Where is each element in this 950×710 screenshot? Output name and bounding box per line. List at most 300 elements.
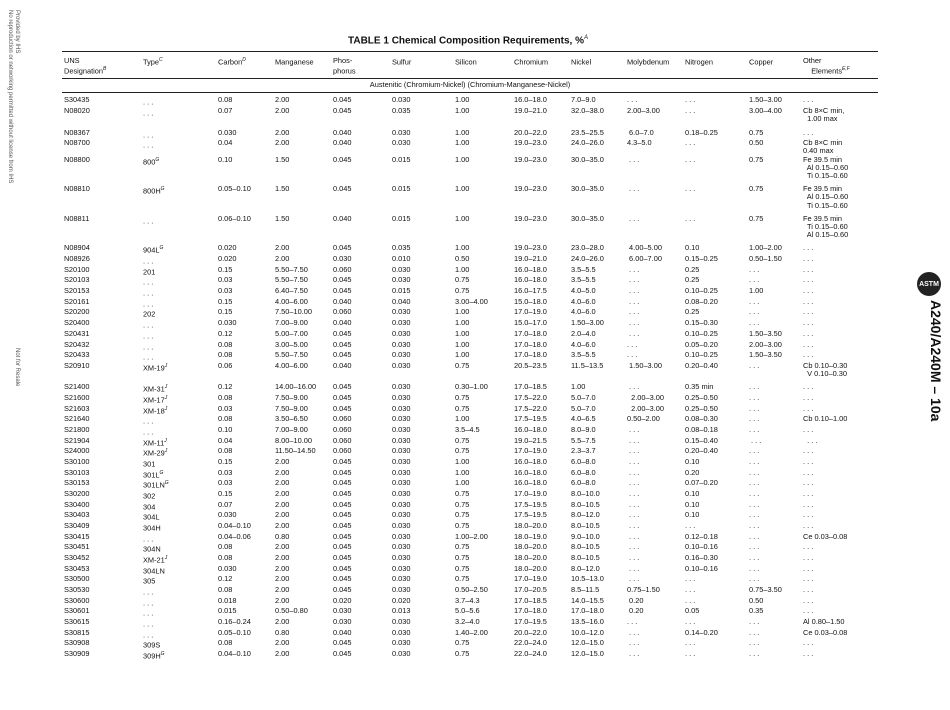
- sulfur-cell-text: 0.030: [392, 95, 411, 105]
- copper-cell-text: 1.50–3.50: [749, 328, 782, 338]
- molybdenum-cell-text: . . .: [627, 456, 640, 466]
- nitrogen-cell-text: 0.05: [685, 606, 700, 616]
- nickel-cell-text: 11.5–13.5: [571, 360, 604, 370]
- sulfur-cell-text: 0.030: [392, 488, 411, 498]
- phosphorus-cell-text: 0.030: [333, 617, 352, 627]
- uns-cell-text: N08367: [64, 127, 90, 137]
- molybdenum-cell-text: . . .: [627, 446, 640, 456]
- silicon-cell-text: 0.75: [455, 563, 470, 573]
- manganese-cell-text: 11.50–14.50: [275, 446, 316, 456]
- phosphorus-cell-text: 0.045: [333, 467, 352, 477]
- uns-cell-text: S30601: [64, 606, 90, 616]
- other-elements-cell-text: . . .: [803, 328, 814, 338]
- molybdenum-cell-text: . . .: [627, 553, 640, 562]
- uns-cell-text: S30615: [64, 617, 90, 627]
- other-elements-cell-text: Cb 0.10–0.30 V 0.10–0.30: [803, 360, 848, 379]
- phosphorus-cell: [331, 107, 390, 123]
- sulfur-cell-text: 0.030: [392, 424, 411, 434]
- nickel-cell: [569, 210, 625, 240]
- column-header: [625, 52, 683, 79]
- uns-cell-text: N08800: [64, 154, 90, 164]
- copper-cell-text: 1.50–3.50: [749, 350, 782, 360]
- manganese-cell-text: 0.80: [275, 627, 290, 637]
- manganese-cell-text: 2.00: [275, 106, 290, 116]
- other-elements-cell-text: . . .: [803, 392, 814, 402]
- type-cell-text: 302: [143, 491, 156, 501]
- type-cell: [141, 341, 216, 352]
- nickel-cell-text: 10.0–12.0: [571, 627, 604, 637]
- carbon-cell-text: 0.030: [218, 127, 237, 137]
- nickel-cell-text: 10.5–13.0: [571, 574, 604, 584]
- nitrogen-cell-text: 0.05–0.20: [685, 339, 718, 349]
- uns-cell: [62, 93, 141, 107]
- other-elements-cell-text: . . .: [803, 595, 814, 605]
- molybdenum-cell-text: . . .: [627, 339, 638, 349]
- phosphorus-cell-text: 0.045: [333, 574, 352, 584]
- carbon-cell: [216, 93, 273, 107]
- type-cell: [141, 479, 216, 490]
- header-row: [62, 52, 878, 79]
- silicon-cell-text: 0.30–1.00: [455, 382, 488, 392]
- phosphorus-cell-text: 0.060: [333, 446, 352, 456]
- molybdenum-cell-text: . . .: [627, 95, 638, 105]
- sulfur-cell-text: 0.015: [392, 184, 411, 194]
- phosphorus-cell-text: 0.045: [333, 553, 352, 562]
- manganese-cell: [273, 139, 331, 155]
- manganese-cell-text: 0.80: [275, 531, 290, 541]
- carbon-cell-text: 0.030: [218, 318, 237, 328]
- molybdenum-cell-text: . . .: [627, 296, 640, 306]
- nitrogen-cell: [683, 93, 747, 107]
- phosphorus-cell-text: 0.040: [333, 318, 352, 328]
- provider-note: Provided by IHS: [14, 10, 20, 54]
- uns-cell-text: S30452: [64, 553, 90, 562]
- carbon-cell-text: 0.15: [218, 456, 233, 466]
- nitrogen-cell-text: 0.10–0.25: [685, 328, 718, 338]
- silicon-cell-text: 3.2–4.0: [455, 617, 480, 627]
- other-elements-cell-text: . . .: [803, 307, 814, 317]
- chromium-cell-text: 20.5–23.5: [514, 360, 547, 370]
- phosphorus-cell: [331, 139, 390, 155]
- copper-cell-text: . . .: [749, 649, 760, 659]
- sulfur-cell-text: 0.015: [392, 154, 411, 164]
- silicon-cell-text: 0.75: [455, 392, 470, 402]
- nickel-cell-text: 30.0–35.0: [571, 213, 604, 223]
- type-cell-text: 304LN: [143, 566, 165, 576]
- nickel-cell-text: 8.0–10.0: [571, 488, 600, 498]
- molybdenum-cell-text: 0.75–1.50: [627, 585, 660, 595]
- sulfur-cell: [390, 180, 453, 210]
- column-header: [569, 52, 625, 79]
- chromium-cell: [512, 210, 569, 240]
- molybdenum-cell-text: . . .: [627, 467, 640, 477]
- type-cell-text: 301LN: [143, 480, 165, 490]
- chromium-cell-text: 18.0–20.0: [514, 553, 547, 562]
- manganese-cell: [273, 107, 331, 123]
- type-cell-text: . . .: [143, 598, 154, 608]
- chromium-cell-text: 20.0–22.0: [514, 627, 547, 637]
- phosphorus-cell: [331, 378, 390, 394]
- manganese-cell: [273, 210, 331, 240]
- silicon-cell-text: 0.75: [455, 649, 470, 659]
- nitrogen-cell-text: 0.08–0.18: [685, 424, 718, 434]
- chromium-cell-text: 22.0–24.0: [514, 638, 547, 648]
- uns-cell-text: S30103: [64, 467, 90, 477]
- uns-cell-text: S20400: [64, 318, 90, 328]
- other-elements-cell: [801, 650, 878, 661]
- column-header: [512, 52, 569, 79]
- carbon-cell-text: 0.08: [218, 414, 233, 424]
- chromium-cell-text: 19.0–21.5: [514, 435, 547, 445]
- resale-note: Not for Resale: [14, 348, 20, 387]
- copper-cell-text: 3.00–4.00: [749, 106, 782, 116]
- chromium-cell: [512, 180, 569, 210]
- uns-cell-text: N08810: [64, 184, 90, 194]
- type-cell-text: . . .: [143, 216, 154, 226]
- type-cell-text: XM-11: [143, 438, 165, 448]
- uns-cell-text: S20100: [64, 264, 90, 274]
- type-cell-text: 201: [143, 267, 156, 277]
- chromium-cell-text: 16.0–18.0: [514, 478, 547, 488]
- nickel-cell-text: 1.00: [571, 382, 586, 392]
- phosphorus-cell-text: 0.045: [333, 106, 352, 116]
- phosphorus-cell-text: 0.045: [333, 382, 352, 392]
- uns-cell: [62, 107, 141, 123]
- chromium-cell: [512, 124, 569, 140]
- manganese-cell-text: 2.00: [275, 488, 290, 498]
- sulfur-cell-text: 0.040: [392, 296, 411, 306]
- column-header-text: Copper: [749, 57, 774, 67]
- chromium-cell-text: 16.0–18.0: [514, 467, 547, 477]
- carbon-cell-text: 0.04–0.10: [218, 520, 251, 530]
- type-cell: [141, 565, 216, 576]
- copper-cell: [747, 362, 801, 378]
- silicon-cell-text: 3.5–4.5: [455, 424, 480, 434]
- table-row: [62, 650, 878, 661]
- table-title-text: TABLE 1 Chemical Composition Requirements, %: [348, 35, 584, 47]
- column-header: [801, 52, 878, 79]
- nitrogen-cell-text: . . .: [685, 184, 696, 194]
- copper-cell-text: . . .: [749, 403, 760, 413]
- type-cell-text: 309S: [143, 640, 161, 650]
- column-header: [390, 52, 453, 79]
- manganese-cell-text: 6.40–7.50: [275, 286, 308, 296]
- manganese-cell: [273, 124, 331, 140]
- phosphorus-cell: [331, 93, 390, 107]
- type-cell: [141, 308, 216, 319]
- uns-cell-text: S30409: [64, 520, 90, 530]
- chromium-cell-text: 17.5–22.0: [514, 392, 547, 402]
- nickel-cell-text: 32.0–38.0: [571, 106, 604, 116]
- chromium-cell: [512, 239, 569, 255]
- type-cell-text: 301L: [143, 470, 160, 480]
- silicon-cell-text: 0.75: [455, 510, 470, 520]
- type-cell-text: . . .: [143, 130, 154, 140]
- silicon-cell-text: 1.00: [455, 106, 470, 116]
- nickel-cell-text: 8.0–12.0: [571, 563, 600, 573]
- copper-cell-text: . . .: [749, 318, 760, 328]
- nickel-cell: [569, 180, 625, 210]
- nickel-cell-text: 3.5–5.5: [571, 275, 596, 285]
- chromium-cell: [512, 650, 569, 661]
- molybdenum-cell: [625, 378, 683, 394]
- other-elements-cell-text: . . .: [803, 243, 814, 253]
- chromium-cell-text: 17.0–18.5: [514, 595, 547, 605]
- type-cell: [141, 93, 216, 107]
- manganese-cell-text: 2.00: [275, 595, 290, 605]
- other-elements-cell-text: . . .: [803, 350, 814, 360]
- sulfur-cell: [390, 93, 453, 107]
- nitrogen-cell-text: 0.10–0.16: [685, 542, 718, 552]
- copper-cell-text: . . .: [749, 542, 760, 552]
- uns-cell-text: S20161: [64, 296, 90, 306]
- column-header: [62, 52, 141, 79]
- sulfur-cell-text: 0.030: [392, 446, 411, 456]
- table-row: [62, 180, 878, 210]
- silicon-cell-text: 0.75: [455, 499, 470, 509]
- nickel-cell-text: 6.0–8.0: [571, 456, 596, 466]
- molybdenum-cell-text: . . .: [627, 627, 640, 637]
- uns-cell-text: S21400: [64, 382, 90, 392]
- manganese-cell-text: 2.00: [275, 456, 290, 466]
- nickel-cell-text: 3.5–5.5: [571, 350, 596, 360]
- phosphorus-cell-text: 0.045: [333, 95, 352, 105]
- nickel-cell: [569, 362, 625, 378]
- molybdenum-cell-text: 6.00–7.00: [627, 254, 662, 264]
- carbon-cell-text: 0.08: [218, 446, 233, 456]
- uns-cell-text: S21800: [64, 424, 90, 434]
- phosphorus-cell-text: 0.045: [333, 184, 352, 194]
- silicon-cell: [453, 107, 512, 123]
- carbon-cell-text: 0.03: [218, 286, 233, 296]
- table-row: [62, 93, 878, 107]
- silicon-cell-text: 1.00: [455, 339, 470, 349]
- uns-cell-text: S30500: [64, 574, 90, 584]
- nickel-cell-text: 12.0–15.0: [571, 649, 604, 659]
- sulfur-cell: [390, 239, 453, 255]
- uns-cell-text: S30400: [64, 499, 90, 509]
- copper-cell-text: . . .: [749, 446, 760, 456]
- table-row: [62, 156, 878, 181]
- silicon-cell: [453, 239, 512, 255]
- sulfur-cell-text: 0.030: [392, 339, 411, 349]
- molybdenum-cell: [625, 210, 683, 240]
- copper-cell-text: . . .: [749, 456, 760, 466]
- nickel-cell: [569, 124, 625, 140]
- sulfur-cell-text: 0.030: [392, 499, 411, 509]
- molybdenum-cell: [625, 124, 683, 140]
- molybdenum-cell-text: 2.00–3.00: [627, 403, 664, 413]
- chromium-cell-text: 19.0–23.0: [514, 184, 547, 194]
- chromium-cell-text: 19.0–23.0: [514, 138, 547, 148]
- copper-cell-text: 0.75: [749, 184, 764, 194]
- type-cell: [141, 533, 216, 544]
- manganese-cell-text: 5.50–7.50: [275, 264, 308, 274]
- chromium-cell-text: 17.0–18.0: [514, 339, 547, 349]
- type-cell: [141, 447, 216, 458]
- carbon-cell-text: 0.12: [218, 382, 233, 392]
- column-header: [141, 52, 216, 79]
- silicon-cell-text: 0.50: [455, 254, 470, 264]
- nickel-cell-text: 5.0–7.0: [571, 392, 596, 402]
- carbon-cell-text: 0.020: [218, 243, 237, 253]
- other-elements-cell-text: . . .: [803, 520, 814, 530]
- manganese-cell-text: 3.50–6.50: [275, 414, 308, 424]
- molybdenum-cell-text: 4.00–5.00: [627, 243, 662, 253]
- other-elements-cell-text: Ce 0.03–0.08: [803, 531, 848, 541]
- chromium-cell-text: 17.5–19.5: [514, 414, 547, 424]
- other-elements-cell-text: . . .: [803, 606, 814, 616]
- nickel-cell-text: 4.0–6.0: [571, 339, 596, 349]
- type-cell: [141, 639, 216, 650]
- molybdenum-cell-text: 2.00–3.00: [627, 392, 664, 402]
- copper-cell: [747, 378, 801, 394]
- carbon-cell-text: 0.15: [218, 307, 233, 317]
- copper-cell-text: . . .: [749, 392, 760, 402]
- sulfur-cell-text: 0.030: [392, 403, 411, 413]
- carbon-cell-text: 0.10: [218, 424, 233, 434]
- sulfur-cell-text: 0.010: [392, 254, 411, 264]
- type-cell-text: . . .: [143, 416, 154, 426]
- type-cell: [141, 287, 216, 298]
- phosphorus-cell-text: 0.045: [333, 520, 352, 530]
- type-cell-text: . . .: [143, 427, 154, 437]
- nickel-cell-text: 8.0–12.0: [571, 510, 600, 520]
- nickel-cell-text: 30.0–35.0: [571, 184, 604, 194]
- carbon-cell-text: 0.03: [218, 403, 233, 413]
- nitrogen-cell-text: . . .: [685, 138, 696, 148]
- chromium-cell-text: 17.0–19.5: [514, 617, 547, 627]
- sulfur-cell-text: 0.030: [392, 510, 411, 520]
- column-header: [747, 52, 801, 79]
- other-elements-cell-text: . . .: [803, 424, 814, 434]
- other-elements-cell: [801, 107, 878, 123]
- type-cell-text: . . .: [143, 534, 154, 544]
- phosphorus-cell-text: 0.045: [333, 499, 352, 509]
- silicon-cell: [453, 210, 512, 240]
- molybdenum-cell-text: 0.50–2.00: [627, 414, 660, 424]
- carbon-cell: [216, 362, 273, 378]
- sulfur-cell-text: 0.015: [392, 213, 411, 223]
- table-title-footnote: A: [583, 35, 588, 41]
- carbon-cell-text: 0.10: [218, 154, 233, 164]
- phosphorus-cell-text: 0.040: [333, 296, 352, 306]
- uns-cell: [62, 378, 141, 394]
- carbon-cell-text: 0.08: [218, 553, 233, 562]
- nitrogen-cell-text: 0.10: [685, 456, 700, 466]
- other-elements-cell-text: . . .: [803, 638, 814, 648]
- manganese-cell-text: 2.00: [275, 649, 290, 659]
- sulfur-cell: [390, 362, 453, 378]
- manganese-cell-text: 2.00: [275, 585, 290, 595]
- molybdenum-cell-text: 0.20: [627, 595, 644, 605]
- group-label: Austenitic (Chromium-Nickel) (Chromium-Manganese-Nickel): [62, 79, 878, 93]
- manganese-cell-text: 8.00–10.00: [275, 435, 312, 445]
- other-elements-cell-text: . . .: [803, 275, 814, 285]
- molybdenum-cell-text: . . .: [627, 574, 640, 584]
- type-cell: [141, 394, 216, 405]
- nitrogen-cell-text: 0.10–0.25: [685, 350, 718, 360]
- uns-cell: [62, 124, 141, 140]
- silicon-cell-text: 1.00: [455, 318, 470, 328]
- nitrogen-cell-text: 0.20–0.40: [685, 360, 718, 370]
- column-header: [453, 52, 512, 79]
- column-header-text: Carbon: [218, 57, 243, 67]
- nickel-cell: [569, 107, 625, 123]
- molybdenum-cell-text: . . .: [627, 499, 640, 509]
- silicon-cell: [453, 180, 512, 210]
- carbon-cell: [216, 210, 273, 240]
- type-cell-text: XM-19: [143, 363, 165, 373]
- sulfur-cell-text: 0.030: [392, 350, 411, 360]
- phosphorus-cell-text: 0.045: [333, 649, 352, 659]
- copper-cell: [747, 107, 801, 123]
- manganese-cell-text: 4.00–6.00: [275, 360, 308, 370]
- chromium-cell-text: 17.5–22.0: [514, 403, 547, 413]
- nickel-cell-text: 2.0–4.0: [571, 328, 596, 338]
- chromium-cell-text: 18.0–19.0: [514, 531, 547, 541]
- chromium-cell: [512, 156, 569, 181]
- type-cell-text: . . .: [143, 587, 154, 597]
- type-cell-text: . . .: [143, 97, 154, 107]
- type-cell-text: . . .: [143, 320, 154, 330]
- copper-cell-text: . . .: [749, 307, 760, 317]
- chromium-cell-text: 17.0–19.0: [514, 574, 547, 584]
- nitrogen-cell-text: 0.10–0.25: [685, 286, 718, 296]
- sulfur-cell-text: 0.030: [392, 360, 411, 370]
- silicon-cell: [453, 362, 512, 378]
- silicon-cell-text: 1.00: [455, 184, 470, 194]
- chromium-cell-text: 17.5–19.5: [514, 510, 547, 520]
- sulfur-cell: [390, 107, 453, 123]
- type-cell: [141, 607, 216, 618]
- molybdenum-cell-text: . . .: [627, 638, 640, 648]
- sulfur-cell: [390, 650, 453, 661]
- silicon-cell-text: 0.75: [455, 553, 470, 562]
- nitrogen-cell-text: 0.25–0.50: [685, 403, 718, 413]
- copper-cell-text: 0.50: [749, 138, 764, 148]
- type-cell: [141, 298, 216, 309]
- nitrogen-cell-text: . . .: [685, 574, 696, 584]
- copper-cell-text: . . .: [749, 264, 760, 274]
- silicon-cell-text: 1.00: [455, 467, 470, 477]
- type-cell-text: . . .: [143, 288, 154, 298]
- silicon-cell: [453, 124, 512, 140]
- copper-cell-text: 1.50–3.00: [749, 95, 782, 105]
- phosphorus-cell-text: 0.045: [333, 350, 352, 360]
- phosphorus-cell-text: 0.030: [333, 606, 352, 616]
- nitrogen-cell-text: 0.12–0.18: [685, 531, 718, 541]
- nitrogen-cell-text: 0.10: [685, 499, 700, 509]
- nitrogen-cell: [683, 139, 747, 155]
- chromium-cell-text: 16.0–18.0: [514, 456, 547, 466]
- manganese-cell-text: 5.50–7.50: [275, 350, 308, 360]
- phosphorus-cell-text: 0.030: [333, 254, 352, 264]
- nickel-cell-text: 17.0–18.0: [571, 606, 604, 616]
- type-cell-text: . . .: [143, 331, 154, 341]
- molybdenum-cell-text: . . .: [627, 520, 640, 530]
- sulfur-cell: [390, 378, 453, 394]
- nickel-cell-text: 8.0–10.5: [571, 553, 600, 562]
- chromium-cell: [512, 378, 569, 394]
- copper-cell-text: . . .: [749, 510, 760, 520]
- copper-cell: [747, 210, 801, 240]
- other-elements-cell-text: . . .: [803, 478, 814, 488]
- sulfur-cell-text: 0.030: [392, 467, 411, 477]
- table-row: [62, 107, 878, 123]
- uns-cell-text: S21603: [64, 403, 90, 413]
- copper-cell-text: . . .: [749, 520, 760, 530]
